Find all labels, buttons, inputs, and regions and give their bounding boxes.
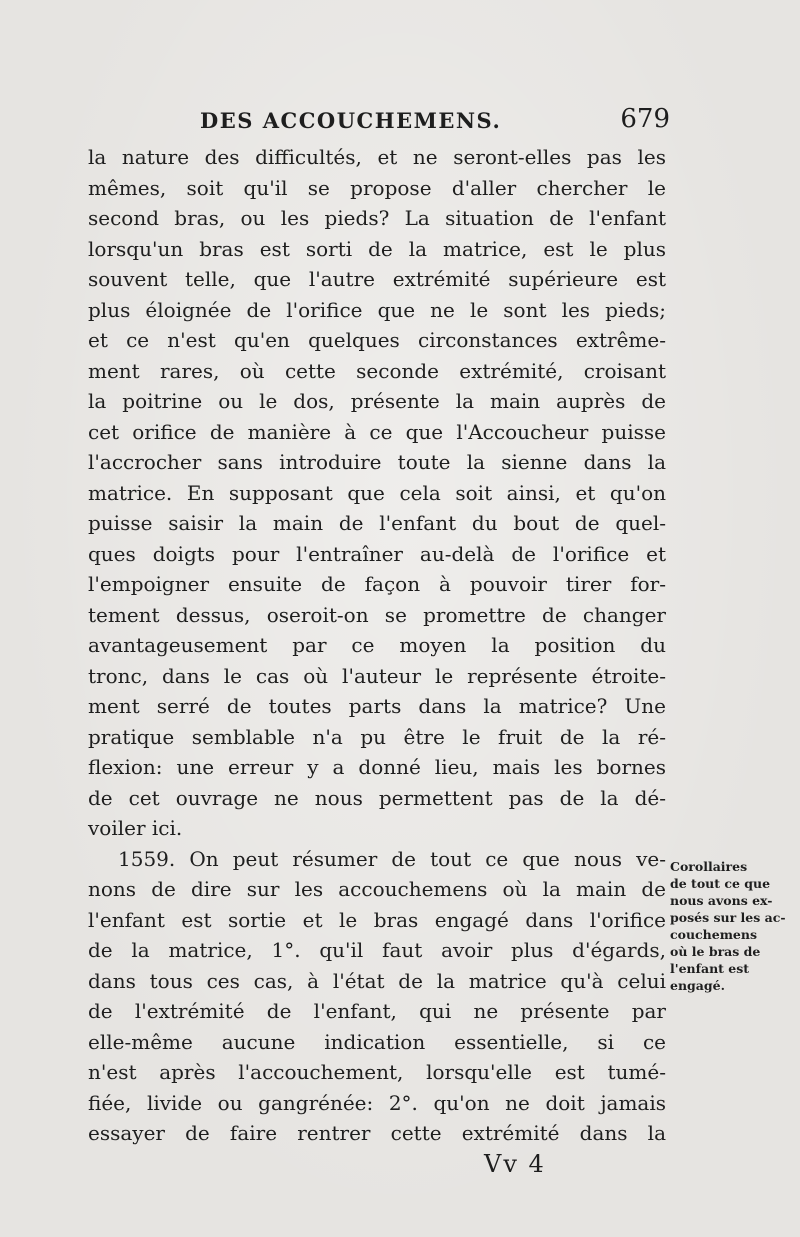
- text-line: plus éloignée de l'orifice que ne le sont les pieds;: [88, 297, 666, 322]
- text-line: l'empoigner ensuite de façon à pouvoir tirer for-: [88, 572, 666, 596]
- text-line: cet orifice de manière à ce que l'Accoucheur puisse: [88, 419, 666, 444]
- margin-note-line: l'enfant est: [670, 961, 750, 976]
- text-line: flexion: une erreur y a donné lieu, mais les bornes: [88, 755, 666, 779]
- text-line: fiée, livide ou gangrénée: 2°. qu'on ne doit jamais: [88, 1090, 666, 1115]
- text-line: l'accrocher sans introduire toute la sienne dans la: [88, 450, 666, 474]
- margin-note-line: où le bras de: [670, 944, 761, 959]
- text-line: elle-même aucune indication essentielle, si ce: [88, 1029, 666, 1054]
- text-line: lorsqu'un bras est sorti de la matrice, est le plus: [88, 236, 666, 261]
- page-header: [200, 104, 670, 144]
- text-line: la nature des difficultés, et ne seront-elles pas les: [88, 145, 666, 169]
- margin-note-line: Corollaires: [670, 859, 748, 874]
- text-line: voiler ici.: [88, 816, 183, 840]
- text-line: ment serré de toutes parts dans la matrice? Une: [88, 694, 666, 718]
- text-line: avantageusement par ce moyen la position du: [88, 633, 666, 657]
- margin-note-line: posés sur les ac-: [670, 910, 786, 925]
- page-number: 679: [620, 104, 670, 134]
- margin-note: [670, 858, 792, 994]
- text-line: essayer de faire rentrer cette extrémité dans la: [88, 1121, 666, 1145]
- text-line: ment rares, où cette seconde extrémité, croisant: [88, 358, 666, 383]
- text-line: second bras, ou les pieds? La situation de l'enfant: [88, 206, 666, 230]
- text-line: souvent telle, que l'autre extrémité supérieure est: [88, 267, 666, 291]
- text-line: nons de dire sur les accouchemens où la main de: [88, 877, 666, 901]
- text-line: l'enfant est sortie et le bras engagé dans l'orifice: [88, 907, 666, 932]
- text-line: de la matrice, 1°. qu'il faut avoir plus d'égards,: [88, 938, 666, 962]
- paragraph-start-line: 1559. On peut résumer de tout ce que nous ve-: [118, 846, 666, 871]
- text-line: mêmes, soit qu'il se propose d'aller chercher le: [88, 175, 666, 200]
- text-line: de l'extrémité de l'enfant, qui ne présente par: [88, 999, 666, 1023]
- margin-note-line: engagé.: [670, 978, 725, 993]
- text-line: ques doigts pour l'entraîner au-delà de l'orifice et: [88, 541, 666, 566]
- text-line: tronc, dans le cas où l'auteur le représente étroite-: [88, 663, 666, 688]
- text-line: matrice. En supposant que cela soit ainsi, et qu'on: [88, 480, 666, 505]
- text-line: dans tous ces cas, à l'état de la matrice qu'à celui: [88, 968, 666, 993]
- text-line: pratique semblable n'a pu être le fruit de la ré-: [88, 724, 666, 749]
- text-line: puisse saisir la main de l'enfant du bout de quel-: [88, 511, 666, 535]
- text-line: n'est après l'accouchement, lorsqu'elle est tumé-: [88, 1060, 666, 1084]
- body-text: [88, 142, 666, 1149]
- signature-mark: Vv 4: [484, 1150, 546, 1178]
- text-line: et ce n'est qu'en quelques circonstances extrême-: [88, 328, 666, 352]
- text-line: tement dessus, oseroit-on se promettre de changer: [88, 602, 666, 627]
- margin-note-line: couchemens: [670, 927, 757, 942]
- running-head: DES ACCOUCHEMENS.: [200, 108, 502, 133]
- text-line: la poitrine ou le dos, présente la main auprès de: [88, 389, 666, 413]
- margin-note-line: nous avons ex-: [670, 893, 773, 908]
- text-line: de cet ouvrage ne nous permettent pas de la dé-: [88, 785, 666, 810]
- margin-note-line: de tout ce que: [670, 876, 771, 891]
